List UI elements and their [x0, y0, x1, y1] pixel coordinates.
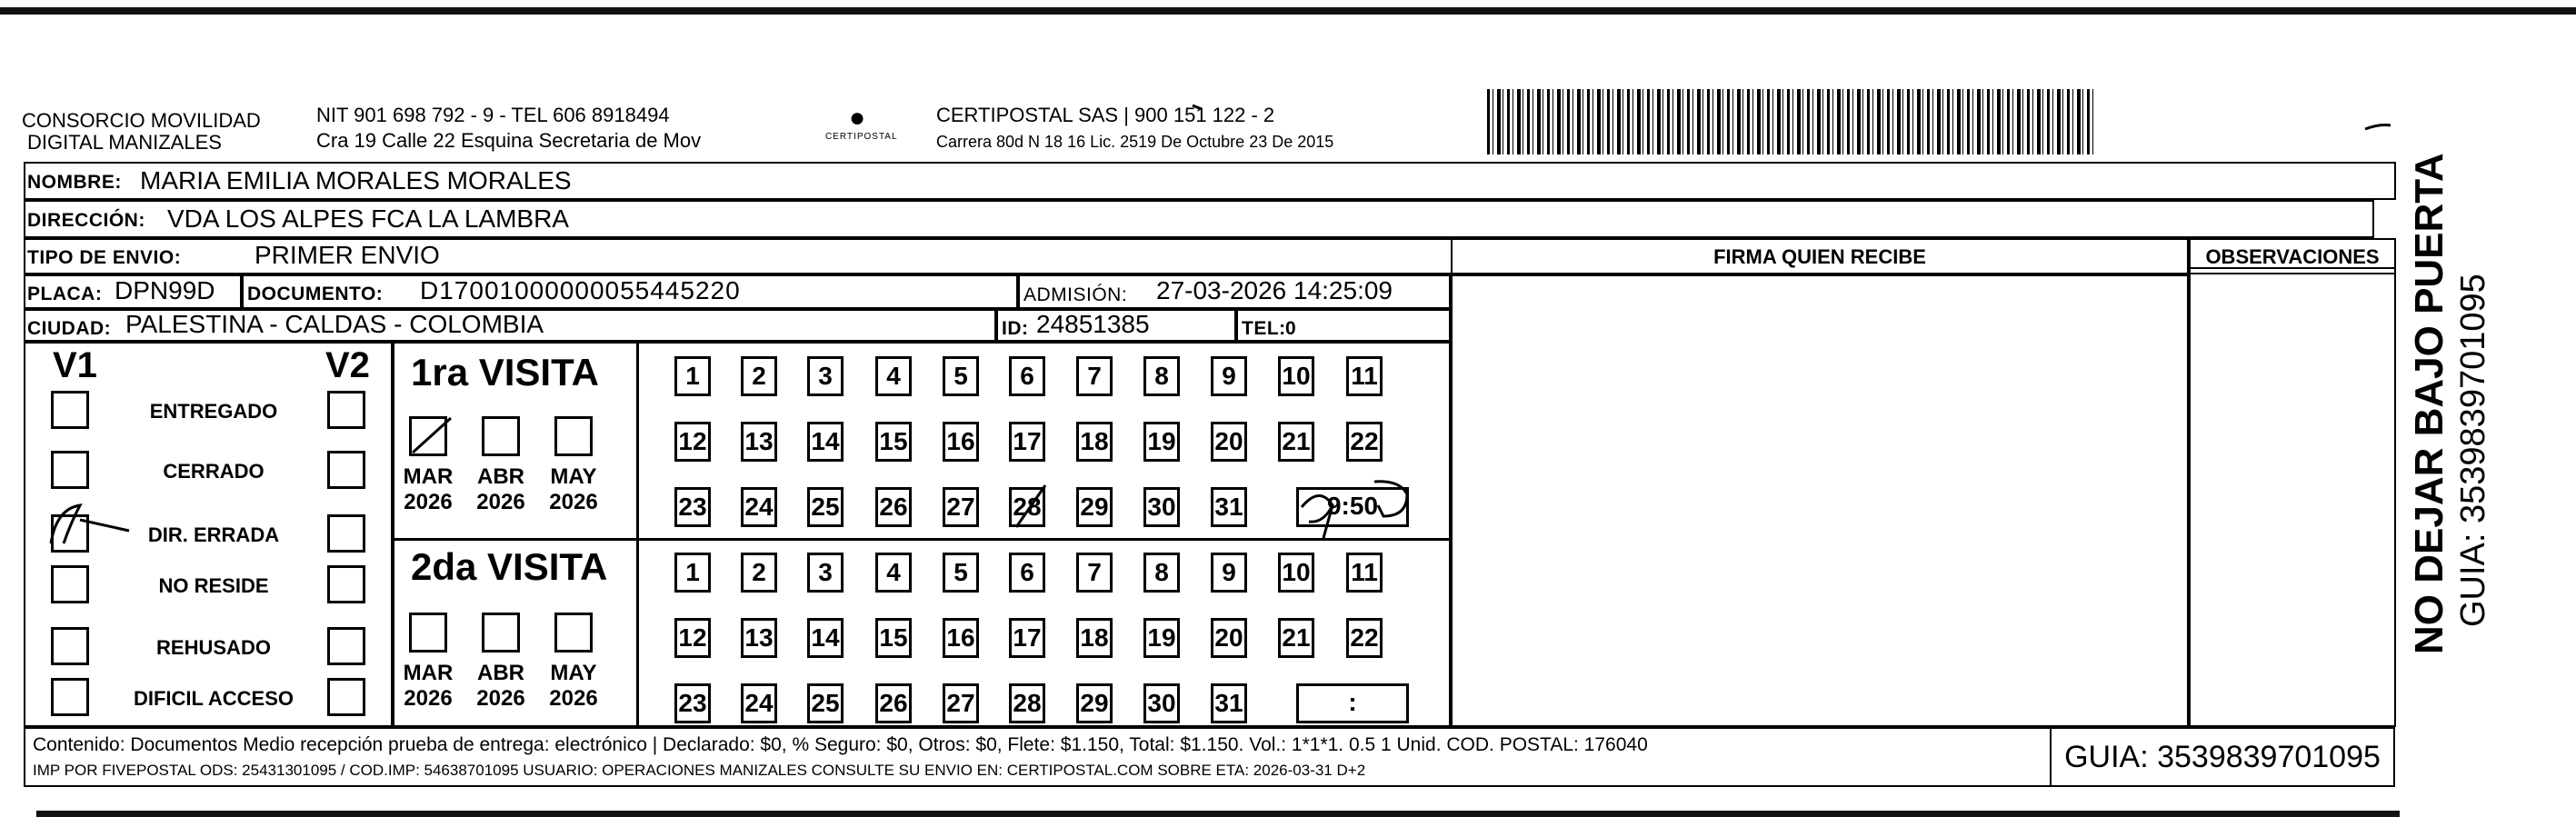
visit1-day-box[interactable]: 12: [674, 422, 711, 462]
visit2-day-box[interactable]: 19: [1143, 618, 1180, 658]
visit2-day-box[interactable]: 10: [1278, 553, 1314, 593]
carrier-line2: Carrera 80d N 18 16 Lic. 2519 De Octubre 23 De 2015: [936, 133, 1334, 151]
visit1-day-box[interactable]: 18: [1076, 422, 1113, 462]
company-name-line2: DIGITAL MANIZALES: [27, 131, 222, 154]
placa-value: DPN99D: [115, 276, 215, 304]
side-guia: GUIA: 3539839701095: [2454, 274, 2492, 627]
visit1-day-box[interactable]: 7: [1076, 356, 1113, 396]
visit1-day-box[interactable]: 17: [1009, 422, 1045, 462]
visit2-day-box[interactable]: 13: [741, 618, 777, 658]
visit2-day-box[interactable]: 27: [943, 683, 979, 723]
admision-value: 27-03-2026 14:25:09: [1156, 276, 1393, 304]
visit2-day-box[interactable]: 7: [1076, 553, 1113, 593]
status-label: DIR. ERRADA: [147, 523, 280, 546]
visit2-day-box[interactable]: 4: [875, 553, 912, 593]
company-name-line1: CONSORCIO MOVILIDAD: [22, 109, 261, 132]
footer-content-box: [24, 727, 2051, 787]
visit2-day-box[interactable]: 31: [1211, 683, 1247, 723]
visit2-day-box[interactable]: 1: [674, 553, 711, 593]
visit1-day-box[interactable]: 25: [807, 487, 844, 527]
visit2-month-year: 2026: [549, 686, 598, 711]
visit1-day-box[interactable]: 3: [807, 356, 844, 396]
visit2-day-box[interactable]: 21: [1278, 618, 1314, 658]
status-label: REHUSADO: [156, 636, 271, 659]
nit-line: NIT 901 698 792 - 9 - TEL 606 8918494: [316, 104, 670, 126]
visit1-day-box[interactable]: 22: [1346, 422, 1383, 462]
visit1-day-box[interactable]: 21: [1278, 422, 1314, 462]
visit2-time-box[interactable]: :: [1296, 683, 1409, 723]
visit2-day-box[interactable]: 23: [674, 683, 711, 723]
visit1-time-box[interactable]: 9:50: [1296, 487, 1409, 527]
visit2-month-label: MAR: [403, 661, 454, 685]
v2-header: V2: [325, 345, 370, 385]
visit2-month-label: MAY: [550, 661, 597, 685]
visit1-title: 1ra VISITA: [411, 351, 599, 394]
visit1-month-label: MAY: [550, 464, 597, 489]
documento-cell: DOCUMENTO: D17001000000055445220: [242, 274, 1018, 309]
visit2-month-year: 2026: [404, 686, 453, 711]
visit1-day-box[interactable]: 26: [875, 487, 912, 527]
status-label: ENTREGADO: [149, 400, 278, 423]
ciudad-value: PALESTINA - CALDAS - COLOMBIA: [125, 310, 544, 338]
visit2-day-box[interactable]: 8: [1143, 553, 1180, 593]
visit2-day-box[interactable]: 26: [875, 683, 912, 723]
visit1-day-box[interactable]: 14: [807, 422, 844, 462]
visit1-day-box[interactable]: 13: [741, 422, 777, 462]
visit1-day-box[interactable]: 23: [674, 487, 711, 527]
visit2-day-box[interactable]: 30: [1143, 683, 1180, 723]
mar-check-mark: [413, 418, 451, 453]
placa-cell: PLACA: DPN99D: [24, 274, 242, 309]
visit2-month-label: ABR: [477, 661, 524, 685]
tel-cell: TEL: 0: [1236, 309, 1451, 342]
visit2-day-box[interactable]: 29: [1076, 683, 1113, 723]
footer-line1: Contenido: Documentos Medio recepción prueba de entrega: electrónico | Declarado: $0, % Seguro: $0, Otros: $0, Flete: $1.150, Total: $1.150. Vol.: 1*1*1. 0.5 1 Unid. COD. POSTAL: 176040: [33, 734, 1648, 755]
status-label: CERRADO: [163, 460, 265, 483]
tel-value: 0: [1285, 318, 1297, 339]
visit1-month-year: 2026: [404, 490, 453, 514]
visit1-day-box[interactable]: 31: [1211, 487, 1247, 527]
visit2-title: 2da VISITA: [411, 545, 608, 588]
visit1-day-box[interactable]: 1: [674, 356, 711, 396]
carrier-line1: CERTIPOSTAL SAS | 900 151 122 - 2: [936, 104, 1275, 126]
visit2-day-box[interactable]: 25: [807, 683, 844, 723]
logo-mark-icon: ●: [848, 103, 866, 133]
firma-header: FIRMA QUIEN RECIBE: [1713, 245, 1926, 268]
certipostal-logo: ● CERTIPOSTAL: [825, 103, 898, 142]
visit2-day-box[interactable]: 3: [807, 553, 844, 593]
visit1-day-box[interactable]: 10: [1278, 356, 1314, 396]
visit1-day-box[interactable]: 6: [1009, 356, 1045, 396]
visit2-day-box[interactable]: 20: [1211, 618, 1247, 658]
visit2-day-box[interactable]: 16: [943, 618, 979, 658]
visit2-day-box[interactable]: 24: [741, 683, 777, 723]
visit1-day-box[interactable]: 2: [741, 356, 777, 396]
direccion-row: DIRECCIÓN: VDA LOS ALPES FCA LA LAMBRA: [24, 200, 2374, 238]
id-cell: ID: 24851385: [996, 309, 1236, 342]
admision-cell: ADMISIÓN: 27-03-2026 14:25:09: [1018, 274, 1451, 309]
visit1-day-box[interactable]: 28: [1009, 487, 1045, 527]
visit2-day-box[interactable]: 28: [1009, 683, 1045, 723]
visit2-day-box[interactable]: 22: [1346, 618, 1383, 658]
footer-line2: IMP POR FIVEPOSTAL ODS: 25431301095 / COD.IMP: 54638701095 USUARIO: OPERACIONES MANIZALES CONSULTE SU ENVIO EN: CERTIPOSTAL.COM SOBRE ETA: 2026-03-31 D+2: [33, 762, 1366, 779]
visit1-month-label: MAR: [403, 464, 454, 489]
visit1-day-box[interactable]: 8: [1143, 356, 1180, 396]
visit1-day-box[interactable]: 27: [943, 487, 979, 527]
visit1-day-box[interactable]: 24: [741, 487, 777, 527]
nombre-value: MARIA EMILIA MORALES MORALES: [140, 166, 572, 194]
v1-direrrada-check-mark: [51, 505, 80, 543]
tipo-envio-row: TIPO DE ENVIO: PRIMER ENVIO: [24, 238, 2396, 274]
visit1-day-box[interactable]: 30: [1143, 487, 1180, 527]
visit1-day-box[interactable]: 16: [943, 422, 979, 462]
visit2-day-box[interactable]: 6: [1009, 553, 1045, 593]
visit2-day-box[interactable]: 15: [875, 618, 912, 658]
tipo-envio-value: PRIMER ENVIO: [255, 241, 440, 269]
visit2-day-box[interactable]: 11: [1346, 553, 1383, 593]
visit1-day-box[interactable]: 19: [1143, 422, 1180, 462]
address-line: Cra 19 Calle 22 Esquina Secretaria de Mov: [316, 129, 702, 152]
visit1-day-box[interactable]: 29: [1076, 487, 1113, 527]
ciudad-cell: CIUDAD: PALESTINA - CALDAS - COLOMBIA: [24, 309, 996, 342]
visit1-day-box[interactable]: 9: [1211, 356, 1247, 396]
v1-header: V1: [53, 345, 97, 385]
visit2-month-year: 2026: [476, 686, 525, 711]
observaciones-header: OBSERVACIONES: [2205, 245, 2380, 268]
visit1-day-box[interactable]: 4: [875, 356, 912, 396]
visit2-day-box[interactable]: 17: [1009, 618, 1045, 658]
no-dejar-bajo-puerta: NO DEJAR BAJO PUERTA: [2407, 153, 2451, 654]
guia-box: GUIA: 3539839701095: [2050, 727, 2395, 787]
visit2-day-box[interactable]: 12: [674, 618, 711, 658]
visit1-month-year: 2026: [549, 490, 598, 514]
id-value: 24851385: [1036, 310, 1150, 338]
visit1-day-box[interactable]: 20: [1211, 422, 1247, 462]
visit2-day-box[interactable]: 18: [1076, 618, 1113, 658]
visit1-day-box[interactable]: 5: [943, 356, 979, 396]
visit1-month-label: ABR: [477, 464, 524, 489]
day28-strike-mark: [1016, 485, 1045, 527]
visit2-day-box[interactable]: 14: [807, 618, 844, 658]
direccion-value: VDA LOS ALPES FCA LA LAMBRA: [167, 204, 569, 233]
nombre-row: NOMBRE: MARIA EMILIA MORALES MORALES: [24, 162, 2396, 200]
visit1-month-year: 2026: [476, 490, 525, 514]
status-label: DIFICIL ACCESO: [133, 687, 294, 710]
status-label: NO RESIDE: [158, 574, 269, 597]
visit1-day-box[interactable]: 15: [875, 422, 912, 462]
visit2-day-box[interactable]: 2: [741, 553, 777, 593]
visit1-day-box[interactable]: 11: [1346, 356, 1383, 396]
visit2-day-box[interactable]: 9: [1211, 553, 1247, 593]
visit2-day-box[interactable]: 5: [943, 553, 979, 593]
documento-value: D17001000000055445220: [420, 276, 741, 304]
